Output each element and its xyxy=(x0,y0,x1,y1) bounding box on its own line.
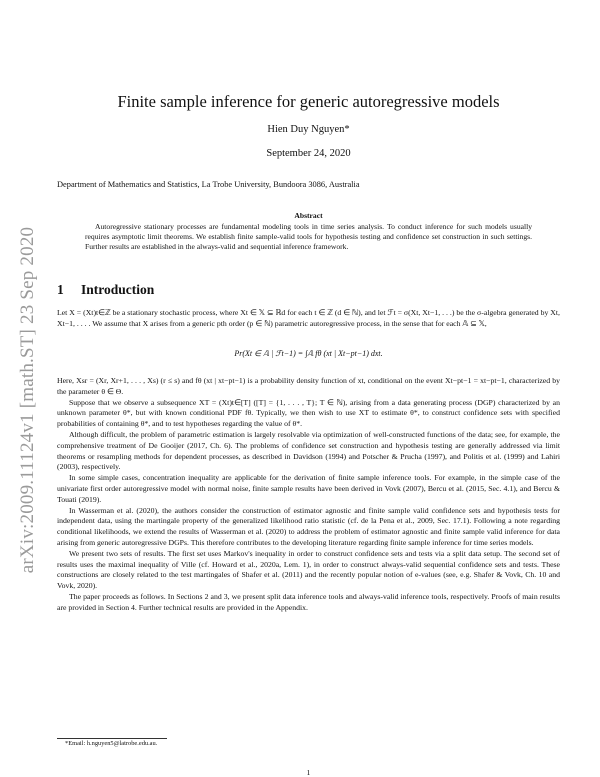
author-name: Hien Duy Nguyen* xyxy=(267,124,350,135)
page-number: 1 xyxy=(306,768,311,777)
paper-title: Finite sample inference for generic autoregressive models xyxy=(117,92,500,111)
section-heading xyxy=(57,282,560,298)
intro-body xyxy=(57,376,560,614)
paragraph-7: We present two sets of results. The first set uses Markov's inequality in order to construct confidence sets and tests via a split data setup. The second set of results uses the maximal inequality of Ville (cf. Howard et al., 2020a, Lem. 1), in order to construct always-valid sequential confidence sets and tests. These constructions are closely related to the test martingales of Shafer et al. (2011) and the recently popular notion of e-values (see, e.g. Shafer & Vovk, Ch. 10 and Vovk, 2020). xyxy=(57,548,560,591)
paragraph-2: Here, Xsr = (Xr, Xr+1, . . . , Xs) (r ≤ s) and fθ (xt | xt−pt−1) is a probability density function of xt, conditional on the event Xt−pt−1 = xt−pt−1, characterized by the parameter θ ∈ Θ. xyxy=(57,376,560,396)
paragraph-8: The paper proceeds as follows. In Sections 2 and 3, we present split data inference tools and always-valid inference tools, respectively. Proofs of main results are provided in Section 4. Further technical results are provided in the Appendix. xyxy=(57,591,560,612)
paragraph-3: Suppose that we observe a subsequence XT = (Xt)t∈[T] ([T] = {1, . . . , T}; T ∈ ℕ), arising from a data generating process (DGP) characterized by an unknown parameter θ*, but with known conditional PDF fθ. Typically, we then wish to use XT to estimate θ*, to construct confidence sets with specified probabilities of containing θ*, and to test hypotheses regarding the value of θ*. xyxy=(57,397,560,429)
section-number: 1 xyxy=(57,282,64,297)
abstract-heading: Abstract xyxy=(294,211,323,220)
paragraph-text: Let X = (Xt)t∈ℤ be a stationary stochastic process, where Xt ∈ 𝕏 ⊆ ℝd for each t ∈ ℤ (d ∈ ℕ), and let ℱt = σ(Xt, Xt−1, . . .) be the σ-algebra generated by Xt, Xt−1, . . . . We assume that X arises from a generic pth order (p ∈ ℕ) parametric autoregressive process, in the sense that for each 𝔸 ⊆ 𝕏, xyxy=(57,308,560,328)
publication-date: September 24, 2020 xyxy=(266,148,351,159)
paragraph-4: Although difficult, the problem of parametric estimation is largely resolvable via optimization of well-constructed functions of the data; see, for example, the comprehensive treatment of De Gooijer (2017, Ch. 6). The problems of confidence set construction and hypothesis testing are generally addressed via limit theorems or resampling methods for dependent processes, as described in Davidson (1994) and Potscher & Prucha (1997), and Politis et al. (1999) and Lahiri (2003), respectively. xyxy=(57,429,560,472)
author-affiliation: Department of Mathematics and Statistics, La Trobe University, Bundoora 3086, Australia xyxy=(57,180,360,189)
paragraph-5: In some simple cases, concentration inequality are applicable for the derivation of finite sample inference tools. For example, in the simple case of the univariate first order autoregressive model with normal noise, finite sample results have been derived in Vovk (2007), Bercu et al. (2015, Sec. 4.1), and Bercu & Touati (2019). xyxy=(57,473,560,504)
abstract-text: Autoregressive stationary processes are fundamental modeling tools in time series analysis. To conduct inference for such models usually requires asymptotic limit theorems. We establish finite sample-valid tools for hypothesis testing and confidence set construction in such settings. Further results are established in the always-valid and sequential inference framework. xyxy=(85,222,532,252)
intro-paragraph-1 xyxy=(57,308,560,330)
footnote-email: *Email: h.nguyen5@latrobe.edu.au. xyxy=(65,740,158,747)
arxiv-identifier-stamp: arXiv:2009.11124v1 [math.ST] 23 Sep 2020 xyxy=(17,226,38,574)
footnote-rule xyxy=(57,738,167,739)
paragraph-6: In Wasserman et al. (2020), the authors consider the construction of estimator agnostic and finite sample valid confidence sets and hypothesis tests for independent data, using the martingale property of the generalized likelihood ratio statistic (cf. de la Pena et al., 2009, Sec. 17.1). Following a note regarding conditional likelihoods, we extend the results of Wasserman et al. (2020) to address the problem of estimator agnostic and finite sample valid inference for data arising from generic autoregressive DGPs. This therefore contributes to the developing literature regarding finite sample inference for time series models. xyxy=(57,505,560,547)
display-equation: Pr(Xt ∈ 𝔸 | ℱt−1) = ∫𝔸 fθ (xt | Xt−pt−1) dxt. xyxy=(234,349,383,358)
section-title: Introduction xyxy=(81,282,155,297)
